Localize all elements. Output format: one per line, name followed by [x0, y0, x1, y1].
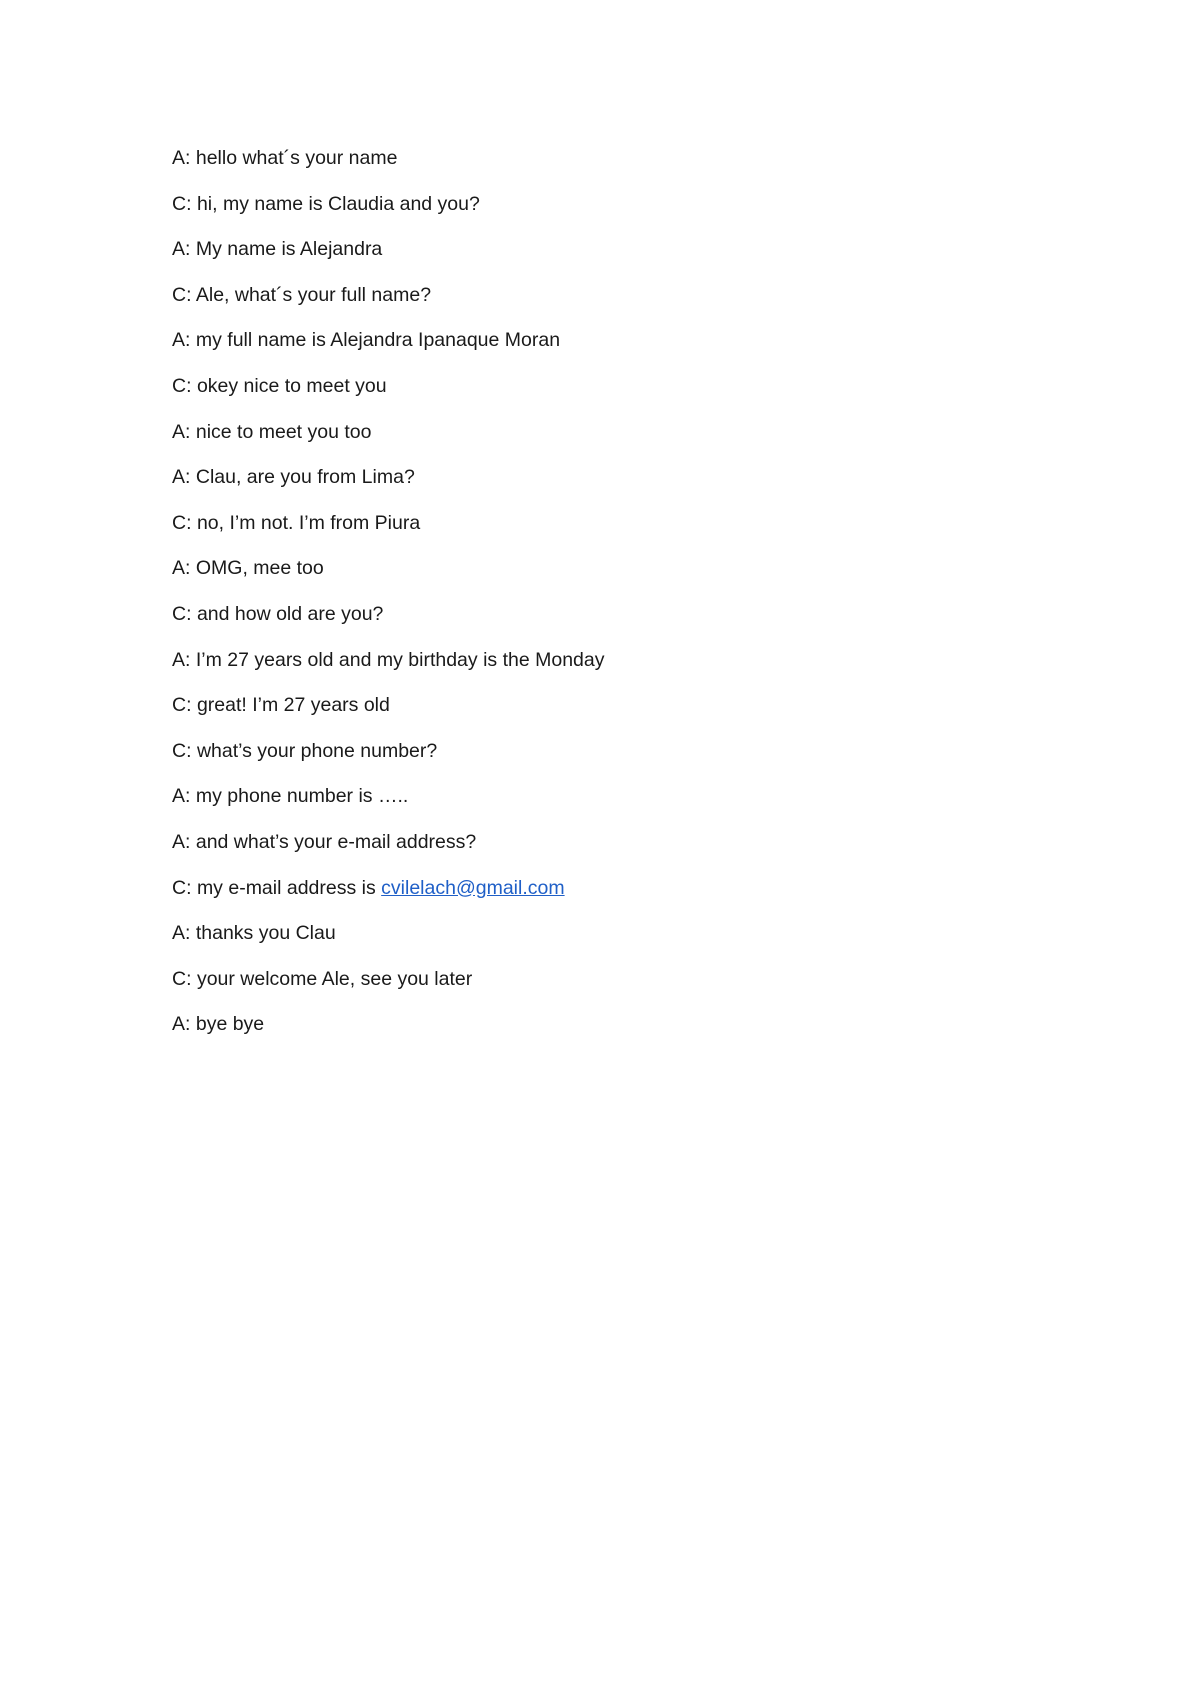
speaker-label: A :: [172, 922, 196, 944]
dialogue-line: [172, 371, 1072, 417]
line-text: my phone number is …..: [195, 785, 409, 808]
speaker-label: C :: [172, 512, 197, 534]
line-text: hello what´s your name: [195, 147, 398, 169]
speaker-label: A :: [172, 557, 196, 579]
dialogue-transcript: [172, 143, 1072, 1055]
speaker-label: C :: [172, 968, 197, 990]
line-text: Clau, are you from Lima?: [195, 466, 415, 489]
line-text: thanks you Clau: [195, 922, 336, 945]
dialogue-line: [172, 417, 1072, 463]
email-link[interactable]: cvilelach@gmail.com: [381, 876, 565, 899]
line-text: my full name is Alejandra Ipanaque Moran: [195, 329, 561, 352]
line-text: what’s your phone number?: [196, 739, 438, 762]
dialogue-line: [172, 553, 1072, 599]
speaker-label: A :: [172, 785, 196, 807]
speaker-label: A :: [172, 238, 196, 260]
speaker-label: C :: [172, 375, 197, 397]
speaker-label: C :: [172, 740, 197, 762]
line-text: and what’s your e-mail address?: [195, 830, 477, 853]
speaker-label: A :: [172, 329, 196, 351]
line-text: your welcome Ale, see you later: [196, 967, 473, 990]
line-text: nice to meet you too: [195, 420, 372, 443]
line-text: Ale, what´s your full name?: [195, 283, 432, 306]
dialogue-line: [172, 918, 1072, 964]
dialogue-line: [172, 736, 1072, 782]
line-text: My name is Alejandra: [195, 238, 383, 261]
dialogue-line: [172, 827, 1072, 873]
speaker-label: A :: [172, 831, 196, 853]
dialogue-line: [172, 645, 1072, 691]
line-text: great! I’m 27 years old: [196, 694, 390, 717]
speaker-label: C :: [172, 603, 197, 625]
line-text: no, I’m not. I’m from Piura: [196, 511, 421, 534]
speaker-label: A :: [172, 421, 196, 443]
speaker-label: A :: [172, 466, 196, 488]
speaker-label: C :: [172, 193, 197, 215]
dialogue-line: [172, 964, 1072, 1010]
dialogue-line: [172, 508, 1072, 554]
line-text: my e-mail address is: [196, 876, 382, 899]
line-text: hi, my name is Claudia and you?: [196, 192, 480, 215]
speaker-label: A :: [172, 649, 196, 671]
dialogue-line: [172, 599, 1072, 645]
dialogue-line: [172, 1009, 1072, 1055]
speaker-label: C :: [172, 877, 197, 899]
dialogue-line: [172, 143, 1072, 189]
dialogue-line: [172, 280, 1072, 326]
speaker-label: C :: [172, 694, 197, 716]
dialogue-line: [172, 690, 1072, 736]
line-text: bye bye: [195, 1013, 265, 1036]
dialogue-line: [172, 189, 1072, 235]
line-text: I’m 27 years old and my birthday is the Monday: [195, 648, 605, 671]
speaker-label: A :: [172, 1013, 196, 1035]
speaker-label: A :: [172, 147, 196, 169]
dialogue-line: [172, 873, 1072, 919]
dialogue-line: [172, 234, 1072, 280]
dialogue-line: [172, 781, 1072, 827]
line-text: okey nice to meet you: [196, 374, 387, 397]
line-text: OMG, mee too: [195, 557, 324, 580]
speaker-label: C :: [172, 284, 196, 306]
dialogue-line: [172, 462, 1072, 508]
dialogue-line: [172, 325, 1072, 371]
line-text: and how old are you?: [196, 602, 384, 625]
